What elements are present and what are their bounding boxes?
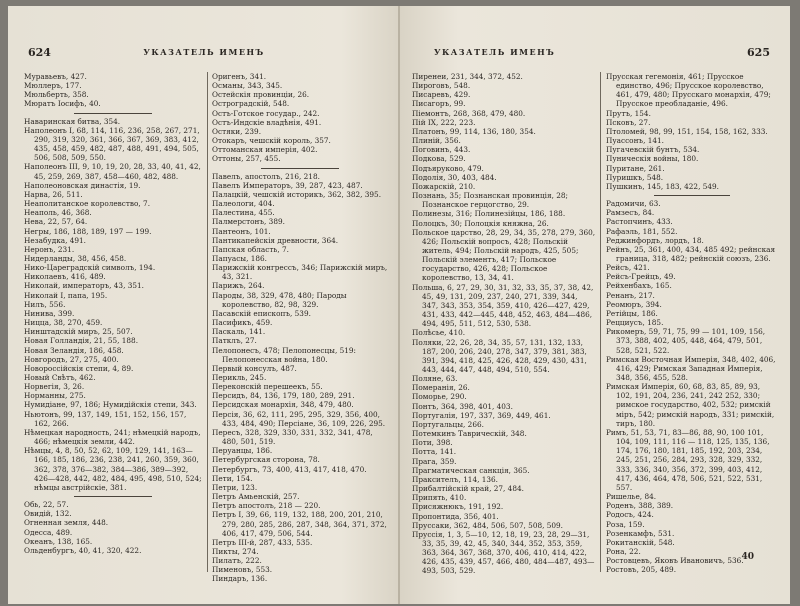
right-page: [400, 6, 790, 604]
index-entry: Рамзесъ, 84.: [606, 208, 655, 218]
index-entry: Оттоманская имперія, 402.: [212, 145, 318, 155]
index-entry: Николай, императоръ, 43, 351.: [24, 281, 144, 291]
index-entry: Нумидіане, 97, 186; Нумидійскія степи, 343.: [24, 400, 197, 410]
index-entry: Персидъ, 84, 136, 179, 180, 289, 291.: [212, 391, 355, 401]
index-entry: Новороссійскія степи, 4, 89.: [24, 363, 134, 373]
index-entry: Нева, 22, 57, 64.: [24, 217, 88, 227]
index-entry: Припять, 410.: [412, 493, 467, 503]
index-entry: Пугачевскій бунтъ, 534.: [606, 145, 700, 155]
index-entry: Піемонтъ, 268, 368, 479, 480.: [412, 108, 526, 118]
index-entry: Пелопонесъ, 478; Пелопонесцы, 519: Пелопонесская война, 180.: [212, 345, 356, 364]
index-entry: Платонъ, 99, 114, 136, 180, 354.: [412, 126, 536, 136]
index-entry: Нилъ, 556.: [24, 299, 66, 309]
index-entry: Парижъ, 264.: [212, 281, 265, 291]
index-entry: Реджинфордъ, лордъ, 18.: [606, 235, 704, 245]
index-entry: Поморье, 290.: [412, 392, 467, 402]
index-entry: Праксителъ, 114, 136.: [412, 474, 498, 484]
index-entry: Пироговъ, 548.: [412, 81, 471, 91]
index-entry: Польша, 6, 27, 29, 30, 31, 32, 33, 35, 37, 38, 42, 45, 49, 131, 209, 237, 240, 271, 339, 344, 347, 343, 353, 354, 359, 410, 426—427, 429, 431, 433, 442—445, 448, 452, 463, 484—486, 494, 495, 511, 512, 530, 538.: [412, 282, 594, 329]
right-page-header: [420, 46, 770, 60]
index-entry: Палестина, 455.: [212, 208, 275, 218]
index-entry: Писаревъ, 429.: [412, 90, 471, 100]
index-entry: Ростовцевъ, Яковъ Ивановичъ, 536.: [606, 556, 744, 566]
index-entry: Оттоны, 257, 455.: [212, 154, 281, 164]
index-entry: Персія, 36, 62, 111, 295, 295, 329, 356, 400, 433, 484, 490; Персiане, 36, 109, 226, 295.: [212, 409, 386, 428]
index-entry: Парижскій конгрессъ, 346; Парижскій миръ, 43, 321.: [212, 263, 388, 282]
index-entry: Нѣмецкая народность, 241; нѣмецкій народъ, 466; нѣмецкія земли, 442.: [24, 427, 201, 447]
section-separator: [24, 109, 202, 117]
index-entry: Пантикапейскія древности, 364.: [212, 235, 339, 245]
index-entry: Пименовъ, 553.: [212, 565, 273, 575]
index-entry: Николай I, папа, 195.: [24, 290, 108, 300]
index-entry: Роденъ, 388, 389.: [606, 501, 674, 511]
index-entry: Пасификъ, 459.: [212, 318, 273, 328]
index-entry: Негры, 186, 188, 189, 197 — 199.: [24, 226, 152, 236]
index-entry: Пиренеи, 231, 344, 372, 452.: [412, 72, 523, 81]
index-entry: Мюллеръ, 177.: [24, 81, 82, 91]
index-entry: Перикль, 245.: [212, 373, 267, 382]
index-entry: Папская область, 7.: [212, 244, 289, 254]
index-entry: Папуасы, 186.: [212, 253, 268, 263]
index-entry: Наполеонъ I, 68, 114, 116, 236, 258, 267, 271, 290, 319, 320, 361, 366, 367, 369, 383, 412, 435, 458, 459, 482, 487, 488, 491, 494, 505, 506, 508, 509, 550.: [24, 125, 200, 163]
index-entry: Нинштадскій миръ, 25, 507.: [24, 327, 133, 337]
section-separator: [24, 492, 202, 500]
index-entry: Петръ апостолъ, 218 — 220.: [212, 501, 321, 511]
index-entry: Роза, 159.: [606, 519, 645, 529]
index-entry: Пушкинъ, 145, 183, 422, 549.: [606, 181, 719, 191]
index-entry: Патклъ, 27.: [212, 336, 257, 346]
index-entry: Норвегія, 3, 26.: [24, 382, 85, 392]
index-entry: Нарва, 26, 511.: [24, 189, 83, 199]
index-entry: Пуассонъ, 141.: [606, 136, 664, 146]
index-entry: Римская Восточная Имперія, 348, 402, 406, 416, 429; Римская Западная Имперія, 348, 356, 455, 528.: [606, 354, 776, 382]
index-entry: Океанъ, 138, 165.: [24, 536, 93, 546]
index-entry: Псковъ, 27.: [606, 117, 651, 127]
index-entry: Пуническія войны, 180.: [606, 154, 699, 164]
index-entry: Пилатъ, 222.: [212, 556, 262, 566]
index-entry: Подкова, 529.: [412, 154, 466, 164]
index-entry: Пети, 154.: [212, 473, 253, 483]
index-entry: Пикты, 274.: [212, 546, 259, 556]
column-divider: [207, 72, 208, 572]
index-entry: Прибалтійскій край, 27, 484.: [412, 484, 524, 494]
index-entry: Нидерланды, 38, 456, 458.: [24, 253, 127, 263]
index-entry: Остъ-Индскіе владѣнія, 491.: [212, 117, 322, 127]
index-entry: Нинива, 399.: [24, 308, 75, 318]
left-page-title: УКАЗАТЕЛЬ ИМЕНЪ: [143, 47, 265, 57]
index-entry: Потемкинъ Таврическій, 348.: [412, 429, 527, 439]
index-entry: Петръ III-й, 287, 433, 535.: [212, 537, 313, 547]
index-entry: Польское царство, 28, 29, 34, 35, 278, 279, 360, 426; Польскій вопросъ, 428; Польскій житель, 494; Польскій народъ, 425, 505; Польскій элементъ, 417; Польское государство, 426, 428; Польское королевство, 13, 34, 41.: [412, 227, 596, 283]
index-entry: Ренанъ, 217.: [606, 290, 655, 300]
section-separator: [606, 191, 778, 199]
index-entry: Римская Имперія, 60, 68, 83, 85, 89, 93, 102, 191, 204, 236, 241, 242 252, 330; римское государство, 402, 532; римскій міръ, 542; римскій народъ, 331; римскій, тиръ, 180.: [606, 382, 775, 428]
index-entry: Нико-Цареградскій символъ, 194.: [24, 263, 156, 273]
index-entry: Петербургская сторона, 78.: [212, 455, 320, 465]
left-page-column-2: [212, 72, 388, 584]
index-entry: Павелъ Императоръ, 39, 287, 423, 487.: [212, 180, 363, 190]
index-entry: Новая Зеландія, 186, 458.: [24, 345, 124, 355]
index-entry: Рейнъ, 25, 361, 400, 434, 485 492; рейнская граница, 318, 482; рейнскій союзъ, 236.: [606, 244, 776, 263]
index-entry: Поляне, 63.: [412, 374, 458, 384]
index-entry: Пожарскій, 210.: [412, 181, 476, 191]
right-page-title: УКАЗАТЕЛЬ ИМЕНЪ: [434, 47, 556, 57]
index-entry: Пій IX, 222, 223.: [412, 117, 476, 127]
index-entry: Поговинъ, 443.: [412, 145, 471, 155]
index-entry: Родосъ, 424.: [606, 510, 654, 520]
index-entry: Пасавскій епископъ, 539.: [212, 308, 311, 318]
left-page-column-1: [24, 72, 202, 555]
index-entry: Поляки, 22, 26, 28, 34, 35, 57, 131, 132, 133, 187, 200, 206, 240, 278, 347, 379, 381, 383, 391, 394, 418, 425, 426, 428, 429, 430, 431, 443, 444, 447, 448, 494, 510, 554.: [412, 337, 587, 374]
index-entry: Нѣмцы, 4, 8, 50, 52, 62, 109, 129, 141, 163—166, 185, 186, 236, 238, 241, 260, 359, 360, 362, 378, 376—382, 384—386, 389—392, 426—428, 442, 482, 484, 495, 498, 510, 524; нѣмцы австрійскіе, 381.: [24, 446, 202, 492]
index-entry: Прага, 359.: [412, 456, 457, 466]
index-entry: Петръ Амьенскій, 257.: [212, 492, 300, 502]
index-entry: Неаполь, 46, 368.: [24, 208, 92, 218]
index-entry: Пантеонъ, 101.: [212, 226, 271, 236]
index-entry: Петри, 123.: [212, 482, 258, 492]
index-entry: Одесса, 489.: [24, 527, 73, 537]
index-entry: Отокаръ, чешскій король, 357.: [212, 136, 331, 146]
right-page-column-1: [412, 72, 596, 576]
index-entry: Португалія, 197, 337, 369, 449, 461.: [412, 410, 551, 420]
index-entry: Остроградскій, 548.: [212, 99, 290, 109]
index-entry: Персидская монархія, 348, 479, 480.: [212, 400, 354, 410]
index-entry: Пуришкъ, 548.: [606, 172, 664, 182]
index-entry: Рафаэль, 181, 552.: [606, 226, 678, 236]
index-entry: Николаевъ, 416, 489.: [24, 272, 106, 282]
index-entry: Прутъ, 154.: [606, 108, 651, 118]
index-entry: Полоцкъ, 30; Полоцкія княжна, 26.: [412, 218, 549, 228]
index-entry: Полѣсье, 410.: [412, 328, 466, 338]
index-entry: Пароды, 38, 329, 478, 480; Пароды королевство, 82, 98, 329.: [212, 290, 347, 309]
index-entry: Ростовъ, 205, 489.: [606, 565, 677, 575]
index-entry: Переконскій перешеекъ, 55.: [212, 382, 323, 392]
index-entry: Первый консулъ, 487.: [212, 363, 297, 373]
index-entry: Новая Голландія, 21, 55, 188.: [24, 336, 139, 346]
index-entry: Ришелье, 84.: [606, 492, 657, 502]
index-entry: Палеологи, 404.: [212, 199, 275, 209]
left-page-header: [28, 46, 380, 60]
index-entry: Ольденбургъ, 40, 41, 320, 422.: [24, 545, 142, 555]
index-entry: Познань, 35; Познанская провинція, 28; Познанское герцогство, 29.: [412, 191, 568, 210]
index-entry: Ретійцы, 186.: [606, 308, 658, 318]
index-entry: Петербургъ, 73, 400, 413, 417, 418, 470.: [212, 464, 367, 474]
index-entry: Мюльберть, 358.: [24, 90, 89, 100]
index-entry: Рикомеръ, 59, 71, 75, 99 — 101, 109, 156, 373, 388, 402, 405, 448, 464, 479, 501, 528, 521, 522.: [606, 327, 766, 355]
index-entry: Огненная земля, 448.: [24, 518, 109, 528]
left-page: [8, 6, 400, 604]
index-entry: Османы, 343, 345.: [212, 81, 283, 91]
index-entry: Новгородъ, 27, 275, 400.: [24, 354, 119, 364]
section-separator: [212, 164, 388, 172]
index-entry: Римъ, 51, 53, 71, 83—86, 88, 90, 100 101, 104, 109, 111, 116 — 118, 125, 135, 136, 174, 176, 180, 181, 185, 192, 203, 234, 245, 251, 256, 284, 293, 328, 329, 332, 333, 336, 340, 356, 372, 399, 403, 412, 417, 436, 464, 478, 506, 521, 522, 531, 557.: [606, 427, 770, 492]
left-page-number: 624: [28, 46, 51, 59]
index-entry: Пуритане, 261.: [606, 163, 665, 173]
index-entry: Павелъ, апостолъ, 216, 218.: [212, 171, 320, 181]
index-entry: Неаполитанское королевство, 7.: [24, 199, 151, 209]
index-entry: Пруссія, 1, 3, 5—10, 12, 18, 19, 23, 28, 29—31, 33, 35, 39, 42, 45, 340, 344, 352, 353, 359, 363, 364, 367, 368, 370, 406, 410, 414, 422, 426, 435, 439, 457, 466, 480, 484—487, 493—493, 503, 529.: [412, 529, 595, 576]
index-entry: Норманны, 275.: [24, 391, 86, 401]
index-entry: Обь, 22, 57.: [24, 500, 69, 510]
index-entry: Рейсъ, 421.: [606, 263, 650, 273]
index-entry: Португальцы, 266.: [412, 419, 484, 429]
index-entry: Наполеоновская династія, 19.: [24, 180, 141, 190]
index-entry: Растопчинъ, 433.: [606, 217, 673, 227]
index-entry: Остейскія провинціи, 26.: [212, 90, 310, 100]
index-entry: Рокитанскій, 548.: [606, 537, 675, 547]
right-page-number: 625: [747, 46, 770, 59]
index-entry: Муравьевъ, 427.: [24, 72, 87, 81]
index-entry: Птоломей, 98, 99, 151, 154, 158, 162, 333.: [606, 126, 768, 136]
index-entry: Неронъ, 231.: [24, 244, 75, 254]
signature-number: 40: [741, 552, 754, 562]
index-entry: Потта, 141.: [412, 447, 457, 457]
index-entry: Подолія, 30, 403, 484.: [412, 172, 497, 182]
index-entry: Палацкій, чешскій историкъ, 362, 382, 395.: [212, 189, 382, 199]
index-entry: Понтъ, 364, 398, 401, 403.: [412, 401, 513, 411]
index-entry: Ницца, 38, 270, 459.: [24, 318, 103, 328]
index-entry: Рейхенбахъ, 165.: [606, 281, 672, 291]
index-entry: Остяки, 239.: [212, 126, 262, 136]
index-entry: Пиндаръ, 136.: [212, 574, 268, 584]
index-entry: Розенкамфъ, 531.: [606, 528, 675, 538]
index-entry: Пропонтида, 356, 401.: [412, 511, 499, 521]
index-entry: Присяжнюкъ, 191, 192.: [412, 502, 504, 512]
index-entry: Ньютонъ, 99, 137, 149, 151, 152, 156, 157, 162, 266.: [24, 409, 187, 428]
index-entry: Пруссаки, 362, 484, 506, 507, 508, 509.: [412, 520, 563, 530]
index-entry: Померанія, 26.: [412, 383, 470, 393]
index-entry: Прагматическая санкція, 365.: [412, 465, 530, 475]
index-entry: Радомичи, 63.: [606, 199, 661, 209]
index-entry: Прусская гегемонія, 461; Прусское единство, 496; Прусское королевство, 461, 479, 480; Прусскаго монархія, 479; Прусское преобладаніе, 496.: [606, 72, 771, 109]
index-entry: Петръ I, 39, 66, 119, 132, 188, 200, 201, 210, 279, 280, 285, 286, 287, 348, 364, 371, 372, 406, 417, 479, 506, 544.: [212, 510, 387, 538]
index-entry: Палмерстонъ, 389.: [212, 217, 285, 227]
index-entry: Перуанцы, 186.: [212, 446, 273, 456]
index-entry: Новый Свѣтъ, 462.: [24, 373, 96, 382]
index-entry: Наваринская битва, 354.: [24, 116, 121, 126]
index-entry: Плиній, 356.: [412, 136, 461, 146]
index-entry: Овидій, 132.: [24, 509, 72, 519]
index-entry: Рона, 22.: [606, 546, 641, 556]
index-entry: Оригенъ, 341.: [212, 72, 267, 81]
right-page-column-2: [606, 72, 778, 574]
index-entry: Реомюръ, 394.: [606, 299, 662, 309]
index-entry: Рецциусъ, 185.: [606, 318, 664, 328]
index-entry: Остъ-Готское государ., 242.: [212, 108, 320, 118]
column-divider: [600, 72, 601, 572]
index-entry: Пересъ, 328, 329, 330, 331, 332, 341, 478, 480, 501, 519.: [212, 427, 373, 447]
index-entry: Незабудка, 491.: [24, 235, 86, 245]
index-entry: Паскаль, 141.: [212, 327, 266, 337]
index-entry: Поти, 398.: [412, 438, 453, 448]
index-entry: Полинезы, 316; Полинезійцы, 186, 188.: [412, 209, 566, 219]
index-entry: Писагоръ, 99.: [412, 99, 466, 109]
index-entry: Рейсъ-Грейцъ, 49.: [606, 272, 676, 282]
index-entry: Подъяруково, 479.: [412, 163, 484, 173]
index-entry: Наполеонъ III, 9, 10, 19, 20, 28, 33, 40, 41, 42, 45, 259, 269, 387, 458—460, 482, 488.: [24, 162, 201, 181]
index-entry: Мюратъ Іосифъ, 40.: [24, 99, 101, 109]
